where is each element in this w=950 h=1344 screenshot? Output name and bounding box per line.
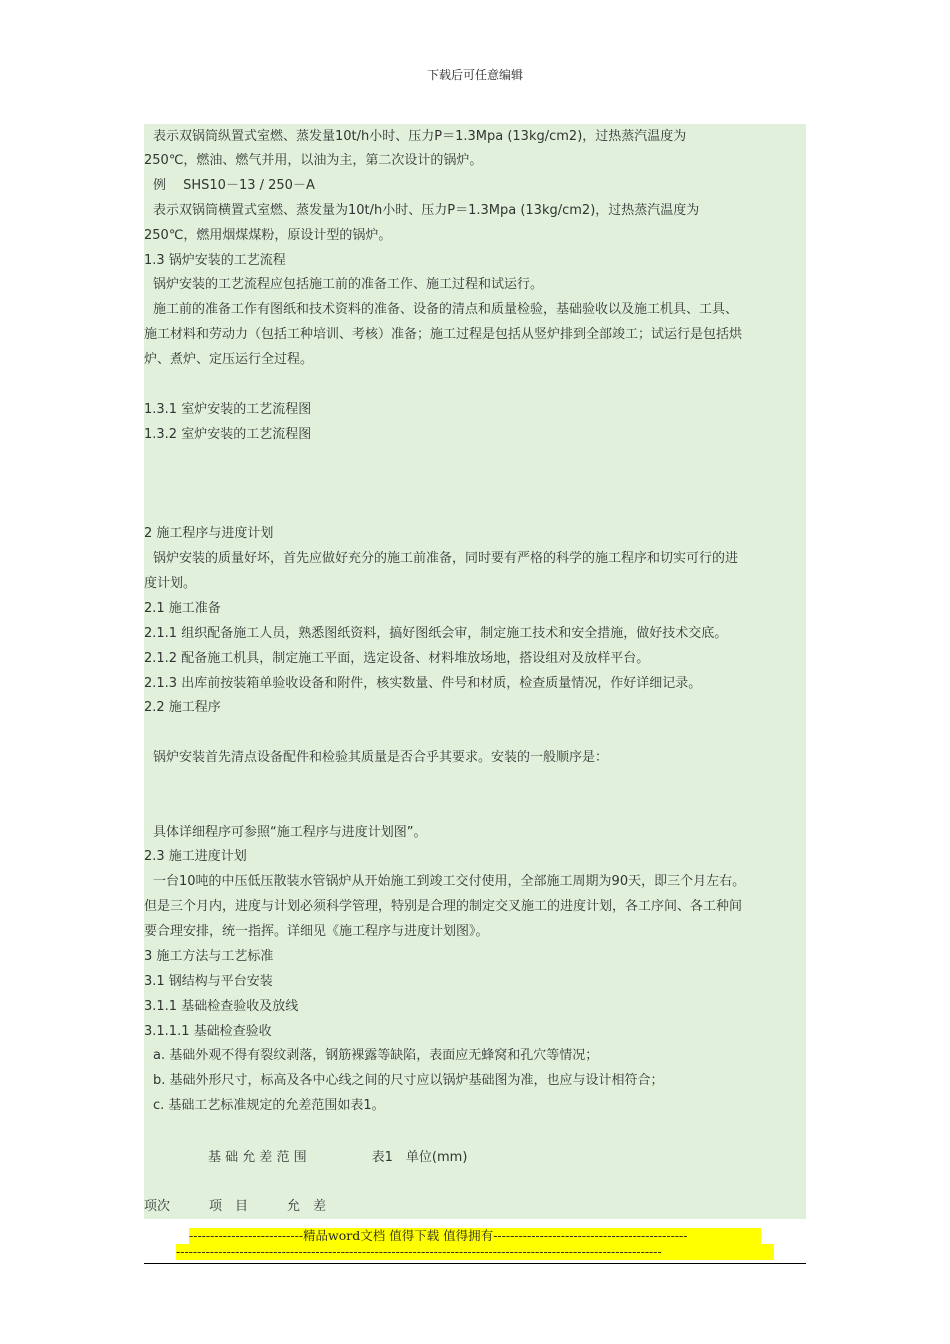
paragraph-line: 度计划。: [144, 576, 197, 591]
paragraph-line: 表示双锅筒横置式室燃、蒸发量为10t/h小时、压力P＝1.3Mpa (13kg/cm2)，过热蒸汽温度为: [153, 203, 700, 218]
footer-banner-line: -------------------------------------------------------------------------------------------------------------------: [176, 1244, 774, 1260]
page-header: 下载后可任意编辑: [426, 68, 523, 82]
paragraph-line: 炉、煮炉、定压运行全过程。: [144, 352, 314, 367]
section-heading: 1.3.1 室炉安装的工艺流程图: [144, 402, 312, 417]
paragraph-line: 250℃，燃用烟煤煤粉，原设计型的锅炉。: [144, 228, 392, 243]
document-body: [144, 124, 806, 1219]
table-caption: 基 础 允 差 范 围 表1 单位(mm): [208, 1150, 468, 1165]
section-heading: 3 施工方法与工艺标准: [144, 949, 274, 964]
section-heading: 1.3 锅炉安装的工艺流程: [144, 253, 286, 268]
paragraph-line: 2.1.1 组织配备施工人员，熟悉图纸资料，搞好图纸会审，制定施工技术和安全措施，做好技术交底。: [144, 626, 728, 641]
paragraph-line: 表示双锅筒纵置式室燃、蒸发量10t/h小时、压力P＝1.3Mpa (13kg/cm2)，过热蒸汽温度为: [153, 129, 687, 144]
paragraph-line: 施工材料和劳动力（包括工种培训、考核）准备；施工过程是包括从竖炉排到全部竣工；试运行是包括烘: [144, 327, 743, 342]
footer-divider: [144, 1263, 806, 1264]
footer-banner-line: ---------------------------精品word文档 值得下载 值得拥有----------------------------------------------: [189, 1228, 761, 1244]
paragraph-line: 锅炉安装的质量好坏，首先应做好充分的施工前准备，同时要有严格的科学的施工程序和切实可行的进: [153, 551, 739, 566]
list-item: a. 基础外观不得有裂纹剥落，钢筋裸露等缺陷，表面应无蜂窝和孔穴等情况；: [153, 1048, 599, 1063]
paragraph-line: 250℃，燃油、燃气并用，以油为主，第二次设计的锅炉。: [144, 153, 483, 168]
section-heading: 3.1.1 基础检查验收及放线: [144, 999, 299, 1014]
section-heading: 3.1.1.1 基础检查验收: [144, 1024, 272, 1039]
section-heading: 2 施工程序与进度计划: [144, 526, 274, 541]
paragraph-line: 例 SHS10－13 / 250－A: [153, 178, 315, 193]
section-heading: 1.3.2 室炉安装的工艺流程图: [144, 427, 312, 442]
paragraph-line: 要合理安排，统一指挥。详细见《施工程序与进度计划图》。: [144, 924, 489, 939]
section-heading: 3.1 钢结构与平台安装: [144, 974, 273, 989]
paragraph-line: 2.1.3 出库前按装箱单验收设备和附件，核实数量、件号和材质，检查质量情况，作好详细记录。: [144, 676, 702, 691]
list-item: b. 基础外形尺寸，标高及各中心线之间的尺寸应以锅炉基础图为准，也应与设计相符合；: [153, 1073, 664, 1088]
list-item: c. 基础工艺标准规定的允差范围如表1。: [153, 1098, 385, 1113]
table-header-row: 项次 项 目 允 差: [144, 1199, 327, 1214]
paragraph-line: 2.1.2 配备施工机具，制定施工平面，选定设备、材料堆放场地，搭设组对及放样平台。: [144, 651, 650, 666]
paragraph-line: 施工前的准备工作有图纸和技术资料的准备、设备的清点和质量检验，基础验收以及施工机具、工具、: [153, 302, 739, 317]
section-heading: 2.1 施工准备: [144, 601, 221, 616]
paragraph-line: 锅炉安装首先清点设备配件和检验其质量是否合乎其要求。安装的一般顺序是：: [153, 750, 609, 765]
section-heading: 2.3 施工进度计划: [144, 849, 247, 864]
section-heading: 2.2 施工程序: [144, 700, 221, 715]
paragraph-line: 具体详细程序可参照“施工程序与进度计划图”。: [153, 825, 427, 840]
paragraph-line: 锅炉安装的工艺流程应包括施工前的准备工作、施工过程和试运行。: [153, 277, 544, 292]
paragraph-line: 但是三个月内，进度与计划必须科学管理，特别是合理的制定交叉施工的进度计划，各工序间、各工种间: [144, 899, 743, 914]
paragraph-line: 一台10吨的中压低压散装水管锅炉从开始施工到竣工交付使用，全部施工周期为90天，即三个月左右。: [153, 874, 746, 889]
